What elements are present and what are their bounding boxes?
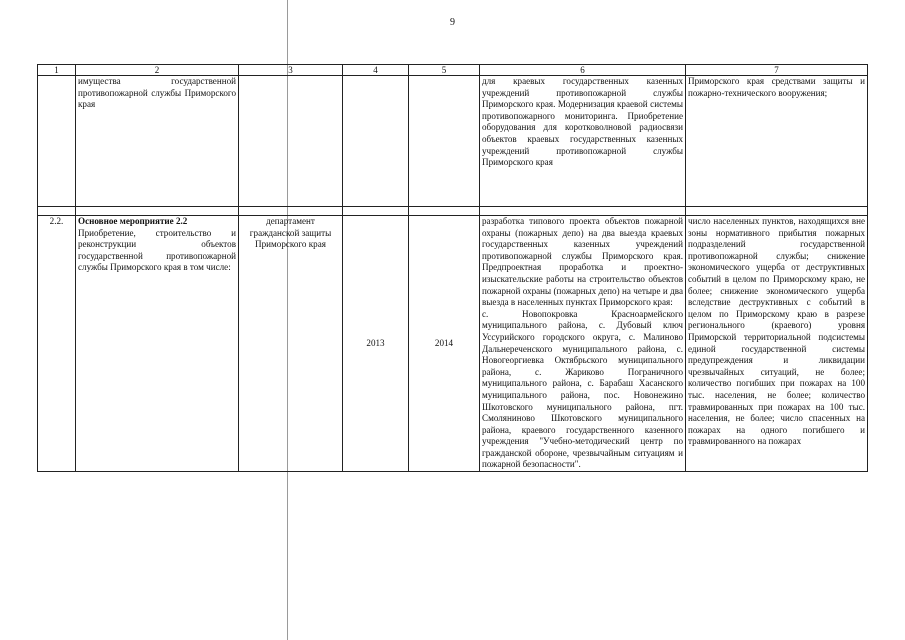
- result-text: разработка типового проекта объектов пожарной охраны (пожарных депо) на два выезда краевых государственных казенных учреждений противопожарной службы Приморского края. Предпроектная проработка и проектно-изыскательские работы на строительство объектов пожарной охраны (пожарных депо) на четыре и два выезда в населенных пунктах Приморского края:: [482, 216, 683, 308]
- measure-description: Приобретение, строительство и реконструкции объектов государственной противопожарной службы Приморского края в том числе:: [78, 227, 236, 273]
- row-number: 2.2.: [38, 216, 76, 472]
- header-col-2: 2: [76, 65, 239, 76]
- indicators-cell: число населенных пунктов, находящихся вне зоны нормативного прибытия пожарных подразделений государственной противопожарной службы; снижение экономического ущерба от деструктивных событий в целом по Приморскому краю, не более; снижение экономического ущерба вследствие деструктивных с событий в целом по Приморскому краю в разрезе регионального (краевого) уровня Приморской территориальной подсистемы единой государственной системы предупреждения и ликвидации чрезвычайных ситуаций, не более; количество погибших при пожарах на 100 тыс. населения, не более; количество травмированных при пожарах на 100 тыс. населения, не более; число спасенных на пожарах на одного погибшего и травмированного на пожарах: [686, 216, 868, 472]
- header-col-5: 5: [409, 65, 480, 76]
- table-gap-row: [38, 207, 868, 216]
- result-cell: [480, 216, 686, 472]
- header-col-1: 1: [38, 65, 76, 76]
- header-col-4: 4: [343, 65, 409, 76]
- table-row-2-2: [38, 216, 868, 472]
- header-col-3: 3: [239, 65, 343, 76]
- end-year: 2014: [409, 216, 480, 472]
- continued-measure-text: имущества государственной противопожарной службы Приморского края: [76, 76, 239, 207]
- start-year: 2013: [343, 216, 409, 472]
- measure-cell: [76, 216, 239, 472]
- continued-result-text: для краевых государственных казенных учреждений противопожарной службы Приморского края. Модернизация краевой системы противопожарного мониторинга. Приобретение оборудования для коротковолновой радиосвязи объектов краевых государственных казенных учреждений противопожарной службы Приморского края: [480, 76, 686, 207]
- measure-title: Основное мероприятие 2.2: [78, 216, 188, 226]
- header-col-6: 6: [480, 65, 686, 76]
- page-number: 9: [450, 17, 455, 28]
- measures-table: [37, 64, 868, 472]
- continued-indicator-text: Приморского края средствами защиты и пожарно-технического вооружения;: [686, 76, 868, 207]
- header-col-7: 7: [686, 65, 868, 76]
- table-row-continued: [38, 76, 868, 207]
- header-row: [38, 65, 868, 76]
- result-places: с. Новопокровка Красноармейского муниципального района, с. Дубовый ключ Уссурийского городского округа, с. Малиново Дальнереченского муниципального района, с. Новогеоргиевка Октябрьского муниципального района, с. Жариково Пограничного муниципального района, с. Барабаш Хасанского муниципального района, пос. Новонежино Шкотовского муниципального района, пгт. Смоляниново Шкотовского муниципального района, краевого государственного казенного учреждения "Учебно-методический центр по гражданской обороне, чрезвычайным ситуациям и пожарной безопасности".: [482, 308, 683, 470]
- executor-cell: департамент гражданской защиты Приморского края: [239, 216, 343, 472]
